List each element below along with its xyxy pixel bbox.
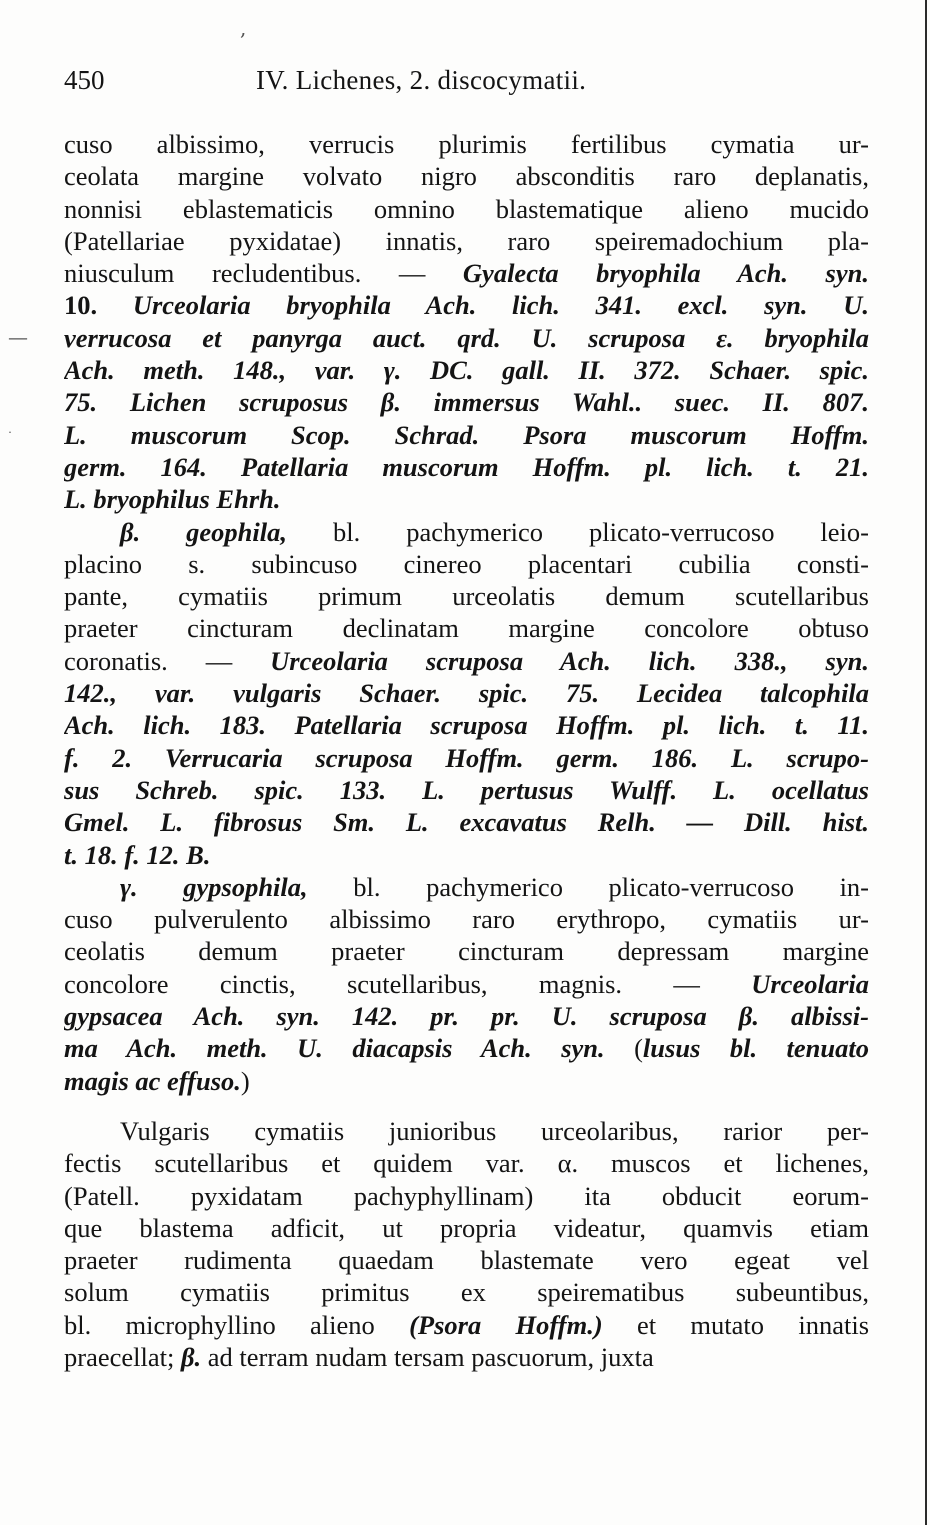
text-segment: pante, cymatiis primum urceolatis demum scutellaribus: [64, 581, 869, 612]
text-line: [64, 1341, 869, 1373]
text-line: [64, 419, 869, 451]
text-segment: f. 2. Verrucaria scruposa Hoffm. germ. 186. L. scrupo-: [64, 742, 869, 773]
text-segment: concolore cinctis, scutellaribus, magnis. —: [64, 968, 752, 999]
text-line: [64, 677, 869, 709]
text-segment: (Psora Hoffm.): [409, 1309, 603, 1340]
text-segment: Gyalecta bryophila Ach. syn.: [462, 258, 869, 289]
text-line: [64, 1212, 869, 1244]
text-line: [64, 1309, 869, 1341]
text-line: [64, 1147, 869, 1179]
text-segment: t. 18. f. 12. B.: [64, 839, 211, 870]
text-line: [64, 612, 869, 644]
text-line: [64, 645, 869, 677]
text-line: [64, 1065, 869, 1097]
text-line: [64, 451, 869, 483]
text-segment: sus Schreb. spic. 133. L. pertusus Wulff. L. ocellatus: [64, 774, 869, 805]
stray-mark: ,: [240, 16, 247, 40]
text-line: [64, 386, 869, 418]
text-line: [64, 871, 869, 903]
text-segment: lusus bl. tenuato: [642, 1033, 869, 1064]
text-segment: placino s. subincuso cinereo placentari cubilia consti-: [64, 548, 869, 579]
text-segment: ): [240, 1065, 250, 1096]
text-segment: (Patellariae pyxidatae) innatis, raro speiremadochium pla-: [64, 225, 869, 256]
text-segment: bl. pachymerico plicato-verrucoso in-: [353, 871, 869, 902]
text-line: [64, 903, 869, 935]
text-line: [64, 806, 869, 838]
paragraph-gap: [64, 1097, 869, 1115]
text-segment: Vulgaris cymatiis junioribus urceolaribus, rarior per-: [120, 1115, 869, 1146]
text-segment: Ach. lich. 183. Patellaria scruposa Hoffm. pl. lich. t. 11.: [64, 710, 869, 741]
text-segment: ad terram nudam tersam pascuorum, juxta: [201, 1341, 654, 1372]
text-segment: Urceolaria bryophila Ach. lich. 341. excl. syn. U.: [132, 290, 869, 321]
text-segment: Ach. meth. 148., var. γ. DC. gall. II. 372. Schaer. spic.: [64, 355, 869, 386]
text-line: [64, 709, 869, 741]
body-text: [64, 128, 869, 1373]
text-segment: γ. gypsophila,: [120, 871, 354, 902]
text-line: [64, 160, 869, 192]
paragraph: [64, 871, 869, 1097]
text-segment: 10.: [64, 290, 133, 321]
text-line: [64, 1276, 869, 1308]
text-segment: (: [634, 1033, 643, 1064]
text-line: [64, 839, 869, 871]
text-segment: cuso pulverulento albissimo raro erythropo, cymatiis ur-: [64, 904, 869, 935]
text-segment: bl. pachymerico plicato-verrucoso leio-: [333, 516, 869, 547]
text-segment: 75. Lichen scruposus β. immersus Wahl.. suec. II. 807.: [64, 387, 869, 418]
text-line: [64, 128, 869, 160]
text-line: [64, 1032, 869, 1064]
text-segment: praeter rudimenta quaedam blastemate vero egeat vel: [64, 1245, 869, 1276]
text-segment: et mutato innatis: [602, 1309, 869, 1340]
page-header: [64, 60, 864, 100]
text-line: [64, 548, 869, 580]
text-line: [64, 968, 869, 1000]
text-line: [64, 193, 869, 225]
text-segment: gypsacea Ach. syn. 142. pr. pr. U. scruposa β. albissi-: [64, 1001, 869, 1032]
text-segment: ma Ach. meth. U. diacapsis Ach. syn.: [64, 1033, 635, 1064]
text-segment: magis ac effuso.: [64, 1065, 241, 1096]
text-line: [64, 289, 869, 321]
text-segment: Urceolaria: [751, 968, 869, 999]
text-segment: niusculum recludentibus. —: [64, 258, 463, 289]
margin-mark: —: [8, 325, 28, 349]
text-segment: solum cymatiis primitus ex speirematibus subeuntibus,: [64, 1277, 869, 1308]
text-line: [64, 483, 869, 515]
text-line: [64, 225, 869, 257]
text-segment: germ. 164. Patellaria muscorum Hoffm. pl. lich. t. 21.: [64, 451, 869, 482]
text-segment: nonnisi eblastematicis omnino blastematique alieno mucido: [64, 193, 869, 224]
text-segment: ceolatis demum praeter cincturam depressam margine: [64, 936, 869, 967]
page-number: 450: [64, 65, 105, 95]
text-line: [64, 322, 869, 354]
text-segment: β.: [180, 1341, 202, 1372]
text-segment: bl. microphyllino alieno: [64, 1309, 410, 1340]
text-segment: β. geophila,: [120, 516, 333, 547]
text-segment: Gmel. L. fibrosus Sm. L. excavatus Relh. — Dill. hist.: [64, 807, 869, 838]
text-line: [64, 580, 869, 612]
text-segment: que blastema adficit, ut propria videatur, quamvis etiam: [64, 1212, 869, 1243]
text-line: [64, 354, 869, 386]
text-line: [64, 774, 869, 806]
running-head: IV. Lichenes, 2. discocymatii.: [256, 65, 587, 95]
text-segment: L. muscorum Scop. Schrad. Psora muscorum Hoffm.: [64, 419, 869, 450]
paragraph: [64, 128, 869, 516]
text-segment: 142., var. vulgaris Schaer. spic. 75. Lecidea talcophila: [64, 678, 869, 709]
text-segment: (Patell. pyxidatam pachyphyllinam) ita obducit eorum-: [64, 1180, 869, 1211]
text-line: [64, 257, 869, 289]
text-segment: verrucosa et panyrga auct. qrd. U. scruposa ε. bryophila: [64, 322, 869, 353]
text-segment: ceolata margine volvato nigro absconditis raro deplanatis,: [64, 161, 869, 192]
text-line: [64, 935, 869, 967]
text-line: [64, 1115, 869, 1147]
text-line: [64, 1244, 869, 1276]
text-segment: fectis scutellaribus et quidem var. α. muscos et lichenes,: [64, 1148, 869, 1179]
text-segment: praeter cincturam declinatam margine concolore obtuso: [64, 613, 869, 644]
text-line: [64, 516, 869, 548]
paragraph: [64, 1115, 869, 1373]
text-segment: L. bryophilus Ehrh.: [64, 484, 281, 515]
text-line: [64, 742, 869, 774]
paragraph: [64, 516, 869, 871]
page-edge-line: [925, 0, 927, 1525]
text-segment: coronatis. —: [64, 645, 271, 676]
text-line: [64, 1180, 869, 1212]
text-segment: praecellat;: [64, 1341, 181, 1372]
text-segment: cuso albissimo, verrucis plurimis fertilibus cymatia ur-: [64, 129, 869, 159]
text-segment: Urceolaria scruposa Ach. lich. 338., syn.: [270, 645, 869, 676]
text-line: [64, 1000, 869, 1032]
